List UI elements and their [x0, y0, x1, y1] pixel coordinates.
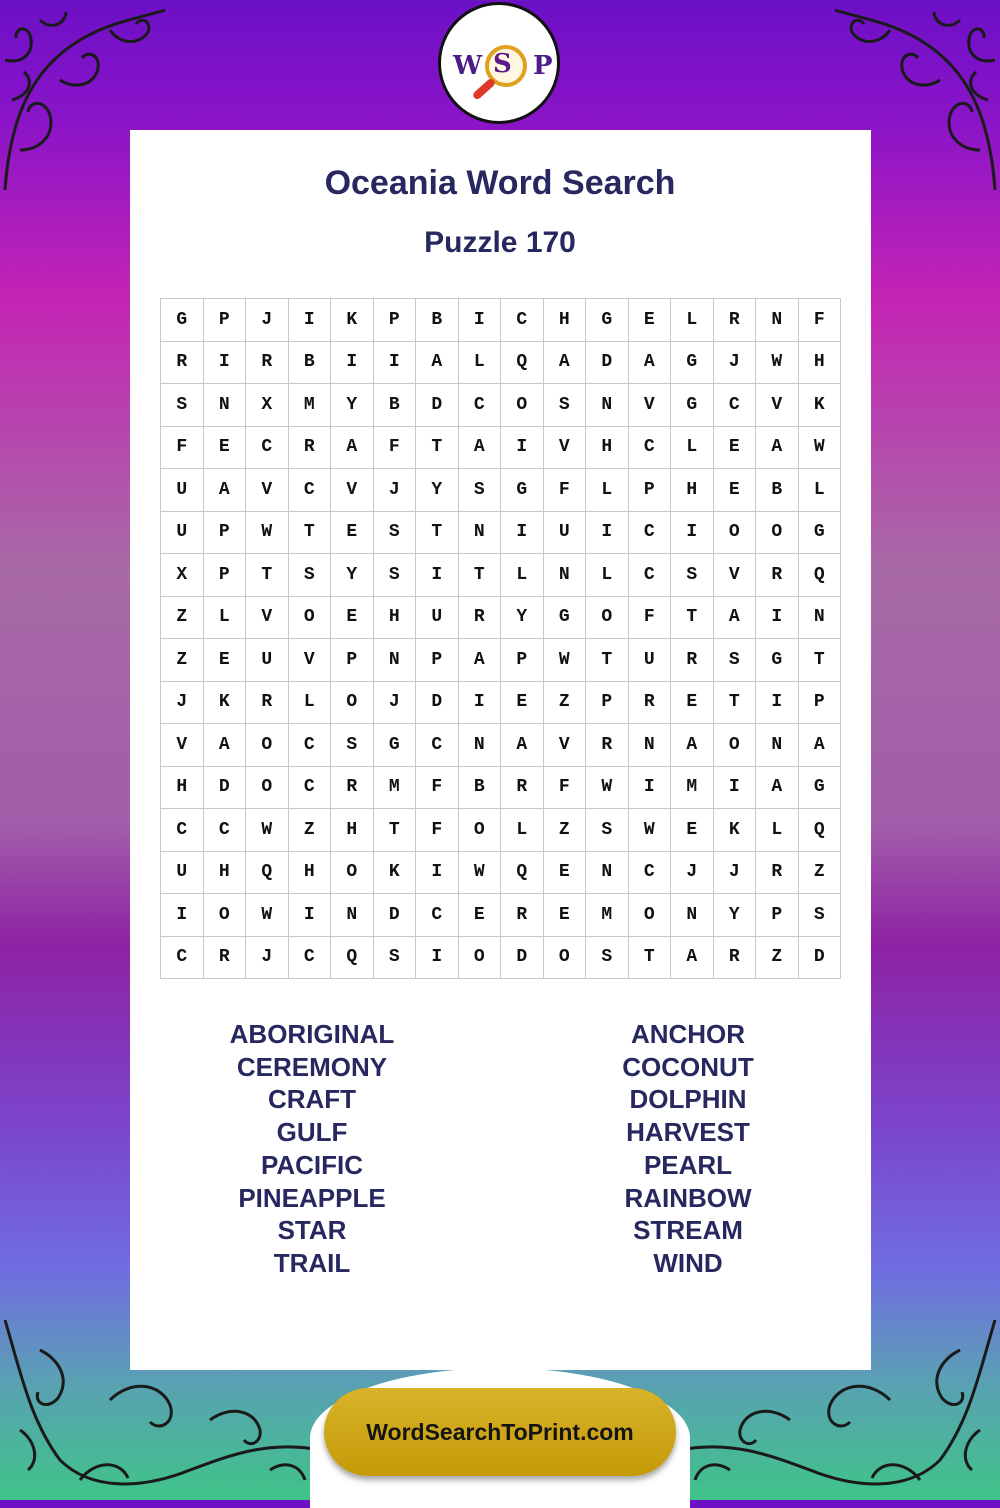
grid-cell[interactable]: E: [544, 852, 587, 895]
word-item: TRAIL: [273, 1247, 351, 1278]
grid-cell[interactable]: S: [374, 937, 417, 980]
page-title: Oceania Word Search: [324, 164, 676, 202]
grid-cell[interactable]: O: [501, 384, 544, 427]
word-item: STAR: [277, 1215, 347, 1246]
grid-cell[interactable]: E: [671, 682, 714, 725]
grid-cell[interactable]: H: [799, 342, 842, 385]
grid-cell[interactable]: P: [204, 554, 247, 597]
grid-cell[interactable]: I: [459, 682, 502, 725]
grid-cell[interactable]: R: [714, 937, 757, 980]
grid-cell[interactable]: I: [161, 894, 204, 937]
grid-cell[interactable]: L: [586, 469, 629, 512]
grid-cell[interactable]: H: [289, 852, 332, 895]
grid-cell[interactable]: N: [629, 724, 672, 767]
grid-cell[interactable]: G: [161, 299, 204, 342]
grid-cell[interactable]: A: [629, 342, 672, 385]
grid-cell[interactable]: Y: [501, 597, 544, 640]
grid-cell[interactable]: O: [459, 937, 502, 980]
grid-cell[interactable]: A: [714, 597, 757, 640]
grid-cell[interactable]: L: [289, 682, 332, 725]
grid-cell[interactable]: U: [161, 852, 204, 895]
grid-cell[interactable]: C: [459, 384, 502, 427]
grid-cell[interactable]: R: [756, 852, 799, 895]
grid-cell[interactable]: N: [756, 299, 799, 342]
grid-cell[interactable]: A: [459, 427, 502, 470]
grid-cell[interactable]: S: [586, 809, 629, 852]
grid-cell[interactable]: D: [416, 682, 459, 725]
grid-cell[interactable]: E: [331, 597, 374, 640]
grid-cell[interactable]: O: [459, 809, 502, 852]
grid-cell[interactable]: M: [671, 767, 714, 810]
grid-cell[interactable]: F: [544, 767, 587, 810]
grid-cell[interactable]: N: [799, 597, 842, 640]
grid-cell[interactable]: I: [416, 852, 459, 895]
grid-cell[interactable]: O: [204, 894, 247, 937]
grid-cell[interactable]: A: [544, 342, 587, 385]
grid-cell[interactable]: D: [416, 384, 459, 427]
grid-cell[interactable]: U: [544, 512, 587, 555]
grid-cell[interactable]: K: [331, 299, 374, 342]
grid-cell[interactable]: A: [671, 724, 714, 767]
grid-cell[interactable]: T: [459, 554, 502, 597]
grid-cell[interactable]: U: [246, 639, 289, 682]
grid-cell[interactable]: R: [501, 894, 544, 937]
grid-cell[interactable]: A: [799, 724, 842, 767]
grid-cell[interactable]: F: [544, 469, 587, 512]
grid-cell[interactable]: T: [246, 554, 289, 597]
grid-cell[interactable]: V: [246, 597, 289, 640]
grid-cell[interactable]: I: [756, 597, 799, 640]
grid-cell[interactable]: H: [544, 299, 587, 342]
grid-cell[interactable]: I: [671, 512, 714, 555]
grid-cell[interactable]: C: [246, 427, 289, 470]
grid-cell[interactable]: I: [204, 342, 247, 385]
grid-cell[interactable]: Y: [714, 894, 757, 937]
grid-cell[interactable]: J: [671, 852, 714, 895]
grid-cell[interactable]: Z: [799, 852, 842, 895]
grid-cell[interactable]: X: [246, 384, 289, 427]
grid-cell[interactable]: N: [459, 512, 502, 555]
grid-cell[interactable]: Z: [289, 809, 332, 852]
grid-cell[interactable]: T: [416, 512, 459, 555]
grid-cell[interactable]: Z: [544, 809, 587, 852]
grid-cell[interactable]: J: [714, 342, 757, 385]
grid-cell[interactable]: I: [331, 342, 374, 385]
grid-cell[interactable]: V: [629, 384, 672, 427]
grid-cell[interactable]: O: [331, 682, 374, 725]
word-item: CRAFT: [267, 1084, 357, 1115]
word-item: RAINBOW: [624, 1182, 752, 1213]
word-item: PINEAPPLE: [238, 1182, 386, 1213]
grid-cell[interactable]: B: [374, 384, 417, 427]
grid-cell[interactable]: T: [714, 682, 757, 725]
word-list-right: [538, 1018, 838, 1280]
grid-cell[interactable]: D: [586, 342, 629, 385]
grid-cell[interactable]: R: [289, 427, 332, 470]
grid-cell[interactable]: T: [671, 597, 714, 640]
grid-cell[interactable]: C: [289, 469, 332, 512]
grid-cell[interactable]: E: [671, 809, 714, 852]
grid-cell[interactable]: Y: [331, 384, 374, 427]
grid-cell[interactable]: P: [756, 894, 799, 937]
grid-cell[interactable]: L: [671, 427, 714, 470]
puzzle-number: Puzzle 170: [424, 226, 576, 259]
grid-cell[interactable]: Q: [501, 852, 544, 895]
grid-cell[interactable]: R: [671, 639, 714, 682]
grid-cell[interactable]: G: [756, 639, 799, 682]
grid-cell[interactable]: R: [629, 682, 672, 725]
grid-cell[interactable]: C: [416, 894, 459, 937]
grid-cell[interactable]: A: [204, 724, 247, 767]
grid-cell[interactable]: C: [501, 299, 544, 342]
grid-cell[interactable]: Q: [246, 852, 289, 895]
grid-cell[interactable]: O: [331, 852, 374, 895]
grid-cell[interactable]: B: [459, 767, 502, 810]
site-logo[interactable]: [438, 2, 560, 124]
grid-cell[interactable]: P: [374, 299, 417, 342]
grid-cell[interactable]: G: [671, 342, 714, 385]
word-item: WIND: [653, 1247, 723, 1278]
grid-cell[interactable]: I: [416, 554, 459, 597]
grid-cell[interactable]: K: [204, 682, 247, 725]
grid-cell[interactable]: C: [714, 384, 757, 427]
grid-cell[interactable]: E: [459, 894, 502, 937]
grid-cell[interactable]: H: [161, 767, 204, 810]
grid-cell[interactable]: D: [501, 937, 544, 980]
grid-cell[interactable]: Q: [331, 937, 374, 980]
grid-cell[interactable]: W: [246, 894, 289, 937]
grid-cell[interactable]: E: [714, 427, 757, 470]
grid-cell[interactable]: F: [374, 427, 417, 470]
grid-cell[interactable]: D: [204, 767, 247, 810]
grid-cell[interactable]: U: [161, 512, 204, 555]
word-item: CEREMONY: [236, 1051, 388, 1082]
grid-cell[interactable]: W: [586, 767, 629, 810]
grid-cell[interactable]: P: [629, 469, 672, 512]
grid-cell[interactable]: F: [161, 427, 204, 470]
grid-cell[interactable]: L: [671, 299, 714, 342]
grid-cell[interactable]: Y: [416, 469, 459, 512]
grid-cell[interactable]: C: [161, 809, 204, 852]
grid-cell[interactable]: I: [416, 937, 459, 980]
grid-cell[interactable]: G: [799, 512, 842, 555]
grid-cell[interactable]: V: [331, 469, 374, 512]
grid-cell[interactable]: L: [501, 809, 544, 852]
grid-cell[interactable]: A: [671, 937, 714, 980]
grid-cell[interactable]: X: [161, 554, 204, 597]
grid-cell[interactable]: I: [629, 767, 672, 810]
grid-cell[interactable]: I: [289, 894, 332, 937]
grid-cell[interactable]: W: [799, 427, 842, 470]
grid-cell[interactable]: G: [501, 469, 544, 512]
grid-cell[interactable]: E: [501, 682, 544, 725]
grid-cell[interactable]: C: [629, 852, 672, 895]
grid-cell[interactable]: W: [544, 639, 587, 682]
grid-cell[interactable]: C: [289, 767, 332, 810]
grid-cell[interactable]: A: [756, 427, 799, 470]
grid-cell[interactable]: P: [799, 682, 842, 725]
grid-cell[interactable]: I: [714, 767, 757, 810]
word-item: DOLPHIN: [629, 1084, 747, 1115]
grid-cell[interactable]: J: [374, 682, 417, 725]
grid-cell[interactable]: N: [586, 852, 629, 895]
grid-cell[interactable]: W: [246, 512, 289, 555]
grid-cell[interactable]: G: [374, 724, 417, 767]
grid-cell[interactable]: V: [289, 639, 332, 682]
grid-cell[interactable]: N: [586, 384, 629, 427]
grid-cell[interactable]: P: [416, 639, 459, 682]
grid-cell[interactable]: G: [544, 597, 587, 640]
word-item: ABORIGINAL: [229, 1019, 395, 1049]
grid-cell[interactable]: Z: [756, 937, 799, 980]
word-item: GULF: [276, 1117, 348, 1148]
grid-cell[interactable]: J: [246, 937, 289, 980]
grid-cell[interactable]: P: [501, 639, 544, 682]
grid-cell[interactable]: C: [289, 937, 332, 980]
grid-cell[interactable]: A: [756, 767, 799, 810]
grid-cell[interactable]: F: [629, 597, 672, 640]
grid-cell[interactable]: T: [799, 639, 842, 682]
grid-cell[interactable]: P: [586, 682, 629, 725]
grid-cell[interactable]: Q: [799, 554, 842, 597]
grid-cell[interactable]: S: [161, 384, 204, 427]
grid-cell[interactable]: H: [374, 597, 417, 640]
grid-cell[interactable]: N: [331, 894, 374, 937]
grid-cell[interactable]: U: [161, 469, 204, 512]
grid-cell[interactable]: J: [714, 852, 757, 895]
grid-cell[interactable]: D: [374, 894, 417, 937]
grid-cell[interactable]: O: [246, 767, 289, 810]
grid-cell[interactable]: S: [799, 894, 842, 937]
grid-cell[interactable]: C: [289, 724, 332, 767]
grid-cell[interactable]: F: [799, 299, 842, 342]
grid-cell[interactable]: G: [671, 384, 714, 427]
grid-cell[interactable]: V: [756, 384, 799, 427]
grid-cell[interactable]: O: [586, 597, 629, 640]
grid-cell[interactable]: A: [204, 469, 247, 512]
grid-cell[interactable]: R: [459, 597, 502, 640]
grid-cell[interactable]: L: [204, 597, 247, 640]
grid-cell[interactable]: Y: [331, 554, 374, 597]
grid-cell[interactable]: C: [629, 512, 672, 555]
grid-cell[interactable]: V: [246, 469, 289, 512]
grid-cell[interactable]: I: [501, 512, 544, 555]
grid-cell[interactable]: A: [459, 639, 502, 682]
grid-cell[interactable]: I: [501, 427, 544, 470]
grid-cell[interactable]: J: [246, 299, 289, 342]
grid-cell[interactable]: Z: [544, 682, 587, 725]
grid-cell[interactable]: E: [204, 427, 247, 470]
grid-cell[interactable]: L: [459, 342, 502, 385]
grid-cell[interactable]: A: [501, 724, 544, 767]
grid-cell[interactable]: S: [714, 639, 757, 682]
grid-cell[interactable]: O: [246, 724, 289, 767]
grid-cell[interactable]: E: [544, 894, 587, 937]
word-item: HARVEST: [626, 1117, 750, 1148]
grid-cell[interactable]: V: [544, 724, 587, 767]
grid-cell[interactable]: S: [459, 469, 502, 512]
grid-cell[interactable]: P: [331, 639, 374, 682]
grid-cell[interactable]: W: [459, 852, 502, 895]
grid-cell[interactable]: S: [544, 384, 587, 427]
grid-cell[interactable]: G: [799, 767, 842, 810]
grid-cell[interactable]: L: [586, 554, 629, 597]
grid-cell[interactable]: B: [416, 299, 459, 342]
grid-cell[interactable]: S: [586, 937, 629, 980]
word-item: PACIFIC: [260, 1149, 364, 1180]
grid-cell[interactable]: N: [204, 384, 247, 427]
word-item: COCONUT: [622, 1051, 754, 1082]
word-list-left: [162, 1018, 462, 1280]
grid-cell[interactable]: O: [756, 512, 799, 555]
grid-cell[interactable]: U: [416, 597, 459, 640]
grid-cell[interactable]: E: [629, 299, 672, 342]
grid-cell[interactable]: E: [714, 469, 757, 512]
grid-cell[interactable]: F: [416, 809, 459, 852]
grid-cell[interactable]: K: [374, 852, 417, 895]
grid-cell[interactable]: S: [374, 512, 417, 555]
grid-cell[interactable]: S: [289, 554, 332, 597]
grid-cell[interactable]: R: [586, 724, 629, 767]
grid-cell[interactable]: A: [416, 342, 459, 385]
grid-cell[interactable]: W: [246, 809, 289, 852]
grid-cell[interactable]: R: [161, 342, 204, 385]
letter-grid[interactable]: [160, 298, 841, 979]
grid-cell[interactable]: R: [714, 299, 757, 342]
grid-cell[interactable]: M: [586, 894, 629, 937]
grid-cell[interactable]: D: [799, 937, 842, 980]
logo-letter-p: P: [533, 51, 553, 81]
grid-cell[interactable]: Z: [161, 639, 204, 682]
grid-cell[interactable]: K: [799, 384, 842, 427]
grid-cell[interactable]: W: [756, 342, 799, 385]
grid-cell[interactable]: I: [374, 342, 417, 385]
word-item: PEARL: [643, 1149, 733, 1180]
grid-cell[interactable]: L: [756, 809, 799, 852]
grid-cell[interactable]: I: [756, 682, 799, 725]
logo-letter-w: W: [453, 51, 483, 81]
grid-cell[interactable]: W: [629, 809, 672, 852]
word-item: ANCHOR: [630, 1019, 746, 1049]
grid-cell[interactable]: U: [629, 639, 672, 682]
grid-cell[interactable]: B: [289, 342, 332, 385]
grid-cell[interactable]: M: [289, 384, 332, 427]
grid-cell[interactable]: O: [289, 597, 332, 640]
grid-cell[interactable]: S: [331, 724, 374, 767]
grid-cell[interactable]: R: [246, 682, 289, 725]
grid-cell[interactable]: T: [374, 809, 417, 852]
grid-cell[interactable]: P: [204, 299, 247, 342]
grid-cell[interactable]: T: [289, 512, 332, 555]
grid-cell[interactable]: N: [671, 894, 714, 937]
website-link-button[interactable]: WordSearchToPrint.com: [324, 1388, 676, 1476]
grid-cell[interactable]: T: [416, 427, 459, 470]
grid-cell[interactable]: R: [331, 767, 374, 810]
grid-cell[interactable]: V: [544, 427, 587, 470]
grid-cell[interactable]: H: [331, 809, 374, 852]
grid-cell[interactable]: L: [501, 554, 544, 597]
grid-cell[interactable]: R: [204, 937, 247, 980]
grid-cell[interactable]: I: [586, 512, 629, 555]
grid-cell[interactable]: C: [629, 427, 672, 470]
grid-cell[interactable]: Z: [161, 597, 204, 640]
grid-cell[interactable]: R: [756, 554, 799, 597]
grid-cell[interactable]: F: [416, 767, 459, 810]
grid-cell[interactable]: J: [161, 682, 204, 725]
grid-cell[interactable]: N: [374, 639, 417, 682]
grid-cell[interactable]: M: [374, 767, 417, 810]
grid-cell[interactable]: R: [501, 767, 544, 810]
grid-cell[interactable]: C: [629, 554, 672, 597]
grid-cell[interactable]: K: [714, 809, 757, 852]
grid-cell[interactable]: E: [204, 639, 247, 682]
grid-cell[interactable]: L: [799, 469, 842, 512]
grid-cell[interactable]: S: [374, 554, 417, 597]
grid-cell[interactable]: Q: [501, 342, 544, 385]
grid-cell[interactable]: C: [204, 809, 247, 852]
grid-cell[interactable]: N: [756, 724, 799, 767]
grid-cell[interactable]: G: [586, 299, 629, 342]
grid-cell[interactable]: H: [671, 469, 714, 512]
grid-cell[interactable]: J: [374, 469, 417, 512]
grid-cell[interactable]: I: [289, 299, 332, 342]
grid-cell[interactable]: B: [756, 469, 799, 512]
grid-cell[interactable]: V: [161, 724, 204, 767]
grid-cell[interactable]: H: [204, 852, 247, 895]
grid-cell[interactable]: V: [714, 554, 757, 597]
grid-cell[interactable]: E: [331, 512, 374, 555]
grid-cell[interactable]: S: [671, 554, 714, 597]
grid-cell[interactable]: P: [204, 512, 247, 555]
grid-cell[interactable]: T: [586, 639, 629, 682]
grid-cell[interactable]: R: [246, 342, 289, 385]
grid-cell[interactable]: C: [416, 724, 459, 767]
grid-cell[interactable]: O: [544, 937, 587, 980]
grid-cell[interactable]: I: [459, 299, 502, 342]
grid-cell[interactable]: N: [459, 724, 502, 767]
grid-cell[interactable]: H: [586, 427, 629, 470]
grid-cell[interactable]: O: [714, 724, 757, 767]
logo-letter-s: S: [493, 49, 512, 79]
grid-cell[interactable]: O: [629, 894, 672, 937]
grid-cell[interactable]: N: [544, 554, 587, 597]
grid-cell[interactable]: O: [714, 512, 757, 555]
grid-cell[interactable]: Q: [799, 809, 842, 852]
grid-cell[interactable]: C: [161, 937, 204, 980]
grid-cell[interactable]: T: [629, 937, 672, 980]
word-item: STREAM: [633, 1215, 743, 1246]
grid-cell[interactable]: A: [331, 427, 374, 470]
